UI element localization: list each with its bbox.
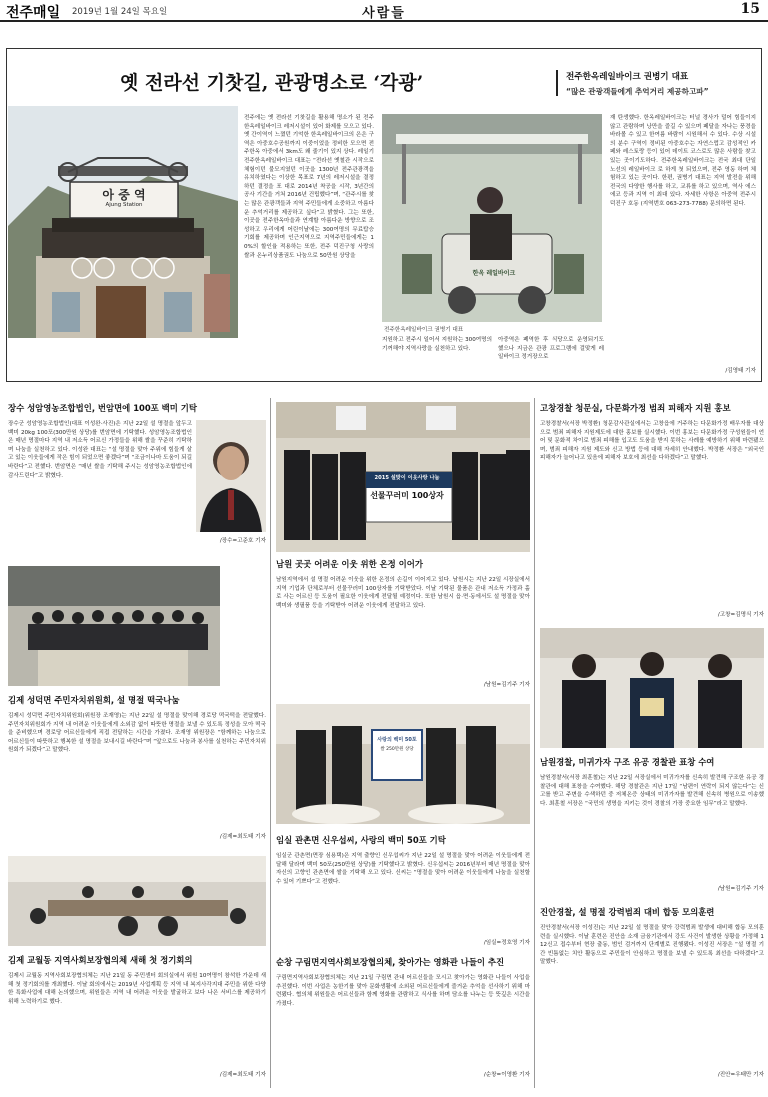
namwon-banner: 2015 설맞이 이웃사랑 나눔 xyxy=(374,475,440,481)
article-namwon-police-body: 남원경찰서(서장 최훈철)는 지난 22일 서장실에서 미귀가자를 신속히 발견해 구조한 유공 경찰관에 대해 표창을 수여했다. 해당 경찰관은 지난 17일 “남편이 연락이 되지 않는다”는 신고를 받고 주변을 수색하던 중 저체온증 상태의 미귀가자를 발견해 신속히 병원으로 이송했다. 최훈철 서장은 “국민의 생명을 지키는 것이 경찰의 가장 중요한 임무”라고 말했다. xyxy=(540,775,764,807)
station-sign: 아 중 역 xyxy=(102,188,146,202)
column-divider-2 xyxy=(534,398,535,1088)
article-namwon-police-signature: /남원=김기주 기자 xyxy=(717,886,764,892)
feature-signature: /김영태 기자 xyxy=(725,368,756,374)
rice-banner-sub: 쌀 250만원 상당 xyxy=(380,747,414,752)
article-gochang-body: 고창경찰서(서장 박정환) 청문감사관실에서는 고창읍에 거주하는 다문화가정 배우자를 대상으로 범죄 피해자 지원제도에 대한 홍보를 실시했다. 이번 홍보는 다문화가정 구성원들이 언어 및 문화적 차이로 범죄 피해를 입고도 도움을 받지 못하는 사례를 예방하기 위해 마련됐으며, 범죄 피해자 지원 제도와 신고 방법 등에 대해 자세히 안내했다. 박정환 서장은 “외국인 피해자가 늘어나고 있음에 피해자 보호에 최선을 다하겠다”고 말했다. xyxy=(540,421,764,462)
column-divider-1 xyxy=(270,398,271,1088)
article-jangsu-signature: /장수=고준호 기자 xyxy=(219,538,266,544)
feature-column-2: 지원하고 전주시 일어서 지원하는 300여명의 기꺼해야 지역사랑을 실천하고 있다. xyxy=(382,337,492,352)
title-divider xyxy=(556,70,558,96)
article-gochang-headline: 고창경찰 청문실, 다문화가정 범죄 피해자 지원 홍보 xyxy=(540,403,731,413)
feature-subject: 전주한옥레일바이크 권병기 대표 xyxy=(566,72,689,82)
article-gyowol-body: 김제시 교월동 지역사회보장협의체는 지난 21일 동 주민센터 회의실에서 위원 10여명이 참석한 가운데 새해 첫 정기회의를 개최했다. 이날 회의에서는 2019년 사업계획 등 지역 내 복지사각지대 주민을 위한 다양한 특화사업에 대해 논의했으며, 위원들은 지역 내 어려운 이웃을 발굴하고 보다 나은 서비스를 제공하기 위해 노력하기로 했다. xyxy=(8,973,266,1005)
police-award-photo xyxy=(540,628,764,748)
article-gochang-signature: /고창=김명식 기자 xyxy=(717,612,764,618)
article-jangsu-headline: 장수 성암영농조합법인, 번암면에 100포 백미 기탁 xyxy=(8,403,197,413)
article-jinan-body: 진안경찰서(서장 이성진)는 지난 22일 설 명절을 맞아 강력범죄 발생에 대비해 합동 모의훈련을 실시했다. 이날 훈련은 진안읍 소재 금융기관에서 강도 사건이 발생한 상황을 가정해 112신고 접수부터 현장 출동, 범인 검거까지 단계별로 진행됐다. 이성진 서장은 “설 명절 기간 빈틈없는 치안 활동으로 주민들이 안심하고 명절을 보낼 수 있도록 최선을 다하겠다”고 말했다. xyxy=(540,925,764,966)
feature-column-3: 아중역은 폐역한 후 식당으로 운영되기도 했으나 지금은 관광 프로그램에 걸맞게 레일바이크 정거장으로 xyxy=(498,337,604,361)
railbike-cart-text: 한옥 레일바이크 xyxy=(472,270,516,277)
newspaper-logo: 전주매일 xyxy=(6,5,61,21)
article-namwon-body: 남원지역에서 설 명절 어려운 이웃을 위한 온정의 손길이 이어지고 있다. 남원시는 지난 22일 시장실에서 지역 기업과 단체로부터 선물꾸러미 100상자를 기탁받았다. 이날 기탁된 물품은 관내 저소득 가정과 홀로 사는 어르신 등 도움이 필요한 이웃에게 전달될 예정이다. 또한 남원시 읍·면·동에서도 설 명절을 맞아 백미와 생필품 등을 기탁받아 어려운 이웃에게 전달하고 있다. xyxy=(276,577,530,609)
station-photo xyxy=(8,106,238,338)
article-jangsu-body: 장수군 성암영농조합법인(대표 이성완·사진)은 지난 22일 설 명절을 앞두고 백미 20kg 100포(300만원 상당)를 번암면에 기탁했다. 성암영농조합법인은 매년 명절마다 지역 내 저소득 어르신 가정들을 위해 쌀을 꾸준히 기탁하며 나눔을 실천하고 있다. 이성완 대표는 “설 명절을 맞아 주위에 힘들게 살고 있는 이웃들에게 작은 힘이 되었으면 좋겠다”며 “조금이나마 도움이 되길 바란다”고 전했다. 번암면은 “매년 쌀을 기탁해 주시는 성암영농조합법인에 감사드린다”고 밝혔다. xyxy=(8,421,192,479)
article-namwon-signature: /남원=김기주 기자 xyxy=(483,682,530,688)
article-namwon-police-headline: 남원경찰, 미귀가자 구조 유공 경찰관 표창 수여 xyxy=(540,757,715,767)
article-sunchang-headline: 순창 구림면지역사회보장협의체, 찾아가는 영화관 나들이 추진 xyxy=(276,957,505,967)
railbike-photo-caption: 전주한옥레일바이크 권병기 대표 xyxy=(384,327,464,333)
article-namwon-headline: 남원 곳곳 어려운 이웃 위한 온정 이어가 xyxy=(276,559,423,569)
issue-date: 2019년 1월 24일 목요일 xyxy=(72,7,168,17)
article-gimje-signature: /김제=최도태 기자 xyxy=(219,834,266,840)
article-gyowol-signature: /김제=최도태 기자 xyxy=(219,1072,266,1078)
rice-banner: 사랑의 백미 50포 xyxy=(377,737,417,743)
article-imsil-signature: /임실=정호영 기자 xyxy=(483,940,530,946)
page-number: 15 xyxy=(740,1,760,17)
article-gimje-body: 김제시 성덕면 주민자치위원회(위원장 조재영)는 지난 22일 설 명절을 맞이해 경로당 떡국떡을 전달했다. 주민자치위원회가 지역 내 어려운 이웃들에게 소외감 없이 따뜻한 명절을 보낼 수 있도록 정성을 모아 떡국을 준비했으며 경로당 어르신들에게 직접 전달하는 시간을 가졌다. 조재영 위원장은 “함께하는 나눔으로 어르신들이 따뜻하고 행복한 설 명절을 보내시길 바란다”며 “앞으로도 나눔과 봉사를 실천하는 주민자치위원회가 되겠다”고 말했다. xyxy=(8,713,266,754)
portrait-photo xyxy=(196,420,266,532)
feature-column-1: 전주에는 옛 전라선 기찻길을 활용해 명소가 된 전주한옥레일바이크 레저시설이 있어 화제를 모으고 있다. 옛 간이역이 느꼈던 기억한 한옥레일바이크의 은은 구역은 아중호수공원까지 이중이었을 정비한 모으면 전주한옥 아중에서 3km도 왜 줄기이 있지 상다. 레일기 전주한옥레일바이크 대표는 “전라선 옛철관 시작으로 체험이던 불모지였던 이곳을 1300년 전주관광객을 유치하였다는 이상한 목표로 7년의 레저시설을 결정하던 결정을 포 대로 2014년 착공을 시작, 3년간의 공사 기간을 거쳐 2016년 건립했다”며, “관주시를 찾는 많은 관광객들과 지역 주민들에게 소중하고 아름다운 추억거리를 제공하고 싶다”고 밝혔다. 그는 또한, 이곳을 전주한옥마을과 연계할 아름다운 방향으로 조성하고 우리에게 어린이날에는 300여명의 무료탑승 기회를 제공하며 인근지역으로 지역주민들에게는 10%의 할인율 적용하는 또한, 전주 덕진구청 사랑의 쌀과 온누리상품권도 나눔으로 50만원 상당을 xyxy=(244,115,374,259)
section-title: 사람들 xyxy=(362,6,406,21)
feature-column-4: 재 탄생했다. 한옥레일바이크는 터널 경사가 덜어 힘들이지 않고 관람하며 낭만을 즐길 수 있으며 페달을 자나는 풍경을 바라볼 수 있고 한여름 바람이 시원해서 수 있다. 수상 시설의 분수 구역이 정비된 아중호수는 자연스럽고 감성적인 카페와 레스토랑 등이 있어 데이트 코스로도 많은 사람들 찾고 있는 곳이기도하다. 전주한옥레일바이크는 전국 최대 단일 노선의 레일바이크 로 하게 첫 되었으며, 전주 영동 하며 체험하고 있는 곳이다. 한편, 권병기 대표는 지역 발전을 위해 전국의 다양한 행사를 하고, 교류를 하고 있으며, 역사 에스 에코 등과 지역 이 최대 있다. 자세한 사항은 아중역 전주시 덕진구 호동 (지역번호 063-273-7788) 문의하면 된다. xyxy=(610,115,756,207)
rice-donation-photo xyxy=(276,704,530,824)
article-jinan-headline: 진안경찰, 설 명절 강력범죄 대비 합동 모의훈련 xyxy=(540,907,715,917)
article-sunchang-signature: /순창=이영환 기자 xyxy=(483,1072,530,1078)
station-sign-english: Ajung Station xyxy=(105,202,143,208)
article-imsil-body: 임실군 관촌면(면장 심용택)은 지역 출향인 신우섭씨가 지난 22일 설 명절을 맞아 어려운 이웃들에게 전달해 달라며 백미 50포(250만원 상당)를 기탁했다고 밝혔다. 신우섭씨는 2016년부터 매년 명절을 맞아 자신의 고향인 관촌면에 쌀을 기탁해 오고 있다. 신씨는 “명절을 맞아 어려운 이웃들에게 나눔을 실천할 수 있어 기쁘다”고 전했다. xyxy=(276,853,530,885)
gimje-group-photo xyxy=(8,566,220,686)
meeting-photo xyxy=(8,856,266,946)
feature-quote: “많은 관광객들에게 추억거리 제공하고파” xyxy=(566,87,709,96)
article-sunchang-body: 구림면지역사회보장협의체는 지난 21일 구림면 관내 어르신들을 모시고 찾아가는 영화관 나들이 사업을 추진했다. 이번 사업은 농한기를 맞아 문화생활에 소외된 어르신들에게 즐거운 추억을 선사하기 위해 마련됐다. 협의체 위원들은 어르신들과 함께 영화를 관람하고 식사를 하며 담소를 나누는 등 뜻깊은 시간을 가졌다. xyxy=(276,975,530,1007)
article-jinan-signature: /진안=우태만 기자 xyxy=(717,1072,764,1078)
article-imsil-headline: 임실 관촌면 신우섭씨, 사랑의 백미 50포 기탁 xyxy=(276,835,446,845)
article-gyowol-headline: 김제 교월동 지역사회보장협의체 새해 첫 정기회의 xyxy=(8,955,193,965)
feature-title: 옛 전라선 기찻길, 관광명소로 ‘각광’ xyxy=(120,72,424,94)
railbike-photo xyxy=(382,114,602,322)
masthead xyxy=(0,0,768,22)
article-gimje-headline: 김제 성덕면 주민자치위원회, 설 명절 떡국나눔 xyxy=(8,695,180,705)
namwon-banner-sub: 선물꾸러미 100상자 xyxy=(370,491,444,500)
